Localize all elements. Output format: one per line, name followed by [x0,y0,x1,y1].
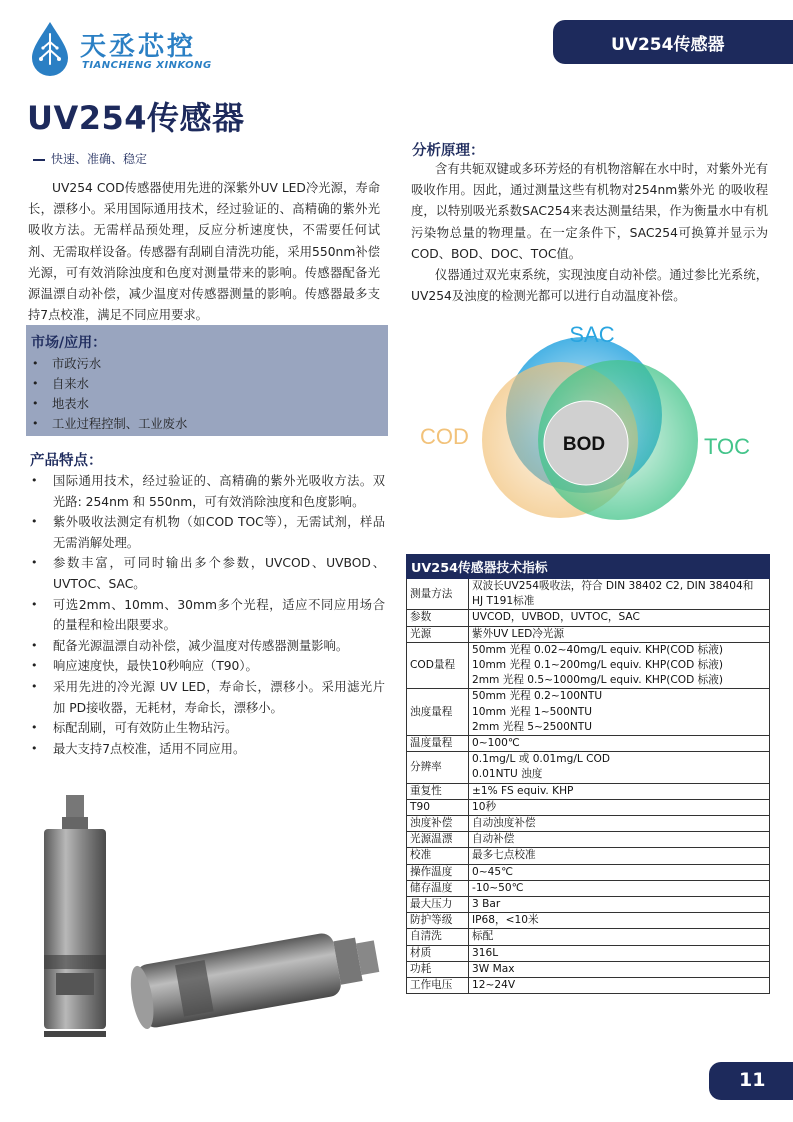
spec-value [469,929,770,945]
list-item: • 地表水 [26,394,187,414]
table-row [407,752,770,783]
spec-key: 防护等级 [407,913,469,929]
spec-value-line: 0.1mg/L 或 0.01mg/L COD [472,753,611,766]
spec-value-line: 10mm 光程 1~500NTU [472,705,593,718]
spec-value [469,945,770,961]
water-drop-icon [28,20,72,76]
spec-value [469,864,770,880]
table-row [407,626,770,642]
table-row [407,736,770,752]
spec-value-line: 2mm 光程 0.5~1000mg/L equiv. KHP(COD 标液) [472,674,723,687]
spec-value-line: 自动补偿 [472,833,515,846]
table-row [407,579,770,610]
spec-value-line: 0~45℃ [472,865,513,878]
spec-key: 光源温漂 [407,832,469,848]
analysis-paragraph: 仪器通过双光束系统，实现浊度自动补偿。通过参比光系统，UV254及浊度的检测光都可以进行自动温度补偿。 [411,268,768,304]
spec-value [469,610,770,626]
table-row [407,816,770,832]
venn-diagram [408,312,778,527]
spec-value-line: -10~50℃ [472,881,524,894]
table-row [407,848,770,864]
list-item: • 工业过程控制、工业废水 [26,414,187,434]
table-row [407,880,770,896]
spec-value [469,783,770,799]
logo-name-cn: 天丞芯控 [80,32,197,62]
list-item: • 标配刮刷，可有效防止生物玷污。 [30,718,385,739]
table-row [407,945,770,961]
spec-key: 测量方法 [407,579,469,610]
spec-value-line: 12~24V [472,979,516,992]
features-title: 产品特点： [30,453,103,469]
spec-key: 重复性 [407,783,469,799]
list-item: • 紫外吸收法测定有机物（如COD TOC等），无需试剂，样品无需消解处理。 [30,512,385,553]
dash-icon [33,159,45,161]
spec-table-title: UV254传感器技术指标 [407,555,770,579]
analysis-title: 分析原理： [412,143,485,159]
spec-key: 光源 [407,626,469,642]
spec-key: 工作电压 [407,978,469,994]
features-list [30,471,385,759]
vertical-sensor-connector [66,795,84,817]
list-item: • 参数丰富，可同时输出多个参数，UVCOD、UVBOD、UVTOC、SAC。 [30,553,385,594]
page-number: 11 [739,1069,766,1091]
spec-value-line: 10秒 [472,800,497,813]
spec-value [469,799,770,815]
spec-value-line: 0.01NTU 浊度 [472,768,543,781]
spec-value [469,579,770,610]
spec-value-line: 0~100℃ [472,737,520,750]
list-item: • 自来水 [26,374,187,394]
header-badge [553,20,793,64]
spec-key: 储存温度 [407,880,469,896]
spec-key: 温度量程 [407,736,469,752]
spec-value-line: IP68，<10米 [472,914,539,927]
intro-text: UV254 COD传感器使用先进的深紫外UV LED冷光源，寿命长，漂移小。采用国际通用技术，经过验证的、高精确的紫外光吸收方法。无需样品预处理，反应分析速度快，不需要任何试剂、无需取样设备。传感器有刮刷自清洗功能，采用550nm补偿光源，可有效消除浊度和色度对测量带来的影响。传感器配备光源温漂自动补偿，减少温度对传感器测量的影响。传感器最多支持7点校准，满足不同应用要求。 [28,181,380,323]
market-title: 市场/应用： [31,335,107,351]
header-badge-label: UV254传感器 [611,35,725,55]
spec-key: 功耗 [407,961,469,977]
list-item: • 最大支持7点校准，适用不同应用。 [30,739,385,760]
logo-name-en: TIANCHENG XINKONG [82,60,212,71]
spec-value-line: 3W Max [472,962,515,975]
spec-key: T90 [407,799,469,815]
table-row [407,799,770,815]
spec-value [469,642,770,689]
page-number-badge [709,1062,793,1100]
toc-label: TOC [704,434,751,459]
table-row [407,913,770,929]
table-row [407,642,770,689]
spec-value-line: 双波长UV254吸收法，符合 DIN 38402 C2, DIN 38404和 [472,580,754,592]
spec-key: 操作温度 [407,864,469,880]
spec-value-line: UVCOD，UVBOD，UVTOC，SAC [472,611,640,624]
intro-paragraph [28,178,380,326]
sac-label: SAC [569,322,615,347]
table-row [407,929,770,945]
table-row [407,832,770,848]
spec-key: 校准 [407,848,469,864]
spec-value [469,816,770,832]
spec-value [469,978,770,994]
table-row [407,610,770,626]
list-item: • 国际通用技术，经过验证的、高精确的紫外光吸收方法。双光路: 254nm 和 550nm，可有效消除浊度和色度影响。 [30,471,385,512]
list-item: • 采用先进的冷光源 UV LED，寿命长，漂移小。采用滤光片加 PD接收器，无耗材，寿命长，漂移小。 [30,677,385,718]
spec-value-line: 3 Bar [472,898,501,911]
spec-value-line: 2mm 光程 5~2500NTU [472,720,593,733]
spec-value-line: HJ T191标准 [472,595,535,608]
table-row [407,897,770,913]
spec-value [469,736,770,752]
spec-value [469,880,770,896]
spec-table-body [407,579,770,994]
page-title: UV254传感器 [27,99,245,137]
spec-value-line: 自动浊度补偿 [472,817,536,830]
market-box [26,325,388,436]
vertical-sensor-body [44,829,106,1029]
spec-value [469,913,770,929]
spec-value [469,897,770,913]
spec-value-line: 紫外UV LED冷光源 [472,627,565,640]
table-row [407,978,770,994]
list-item: • 响应速度快，最快10秒响应（T90）。 [30,656,385,677]
spec-value-line: 标配 [472,930,494,943]
list-item: • 市政污水 [26,354,187,374]
table-row [407,864,770,880]
spec-key: 最大压力 [407,897,469,913]
spec-key: 自清洗 [407,929,469,945]
spec-value-line: ±1% FS equiv. KHP [472,784,574,797]
spec-key: 参数 [407,610,469,626]
tagline [33,150,147,167]
list-item: • 配备光源温漂自动补偿，减少温度对传感器测量影响。 [30,636,385,657]
sensor-product-image [28,795,388,1045]
spec-value-line: 10mm 光程 0.1~200mg/L equiv. KHP(COD 标液) [472,659,723,672]
spec-value-line: 最多七点校准 [472,849,536,862]
spec-key: 分辨率 [407,752,469,783]
spec-value-line: 50mm 光程 0.02~40mg/L equiv. KHP(COD 标液) [472,643,723,656]
spec-value [469,689,770,736]
list-item: • 可选2mm、10mm、30mm多个光程，适应不同应用场合的量程和检出限要求。 [30,595,385,636]
horizontal-sensor-body [135,932,343,1030]
table-row [407,783,770,799]
spec-value [469,626,770,642]
spec-value [469,961,770,977]
spec-value-line: 50mm 光程 0.2~100NTU [472,690,603,703]
table-row [407,689,770,736]
analysis-paragraph: 含有共轭双键或多环芳烃的有机物溶解在水中时，对紫外光有吸收作用。因此，通过测量这些有机物对254nm紫外光 的吸收程度，以特别吸光系数SAC254来表达测量结果，作为衡量水中有机污染物总量的物理量。在一定条件下，SAC254可换算并显示为COD、BOD、DOC、TOC值。 [411,162,768,261]
spec-key: 浊度量程 [407,689,469,736]
spec-value-line: 316L [472,946,499,959]
spec-key: COD量程 [407,642,469,689]
spec-key: 浊度补偿 [407,816,469,832]
tagline-text: 快速、准确、稳定 [51,152,148,166]
spec-key: 材质 [407,945,469,961]
spec-value [469,832,770,848]
analysis-text [411,159,768,307]
bod-label: BOD [562,434,606,455]
market-list [26,354,187,434]
cod-label: COD [420,424,469,449]
spec-table [406,554,770,994]
spec-value [469,752,770,783]
company-logo [28,20,218,80]
spec-value [469,848,770,864]
table-row [407,961,770,977]
